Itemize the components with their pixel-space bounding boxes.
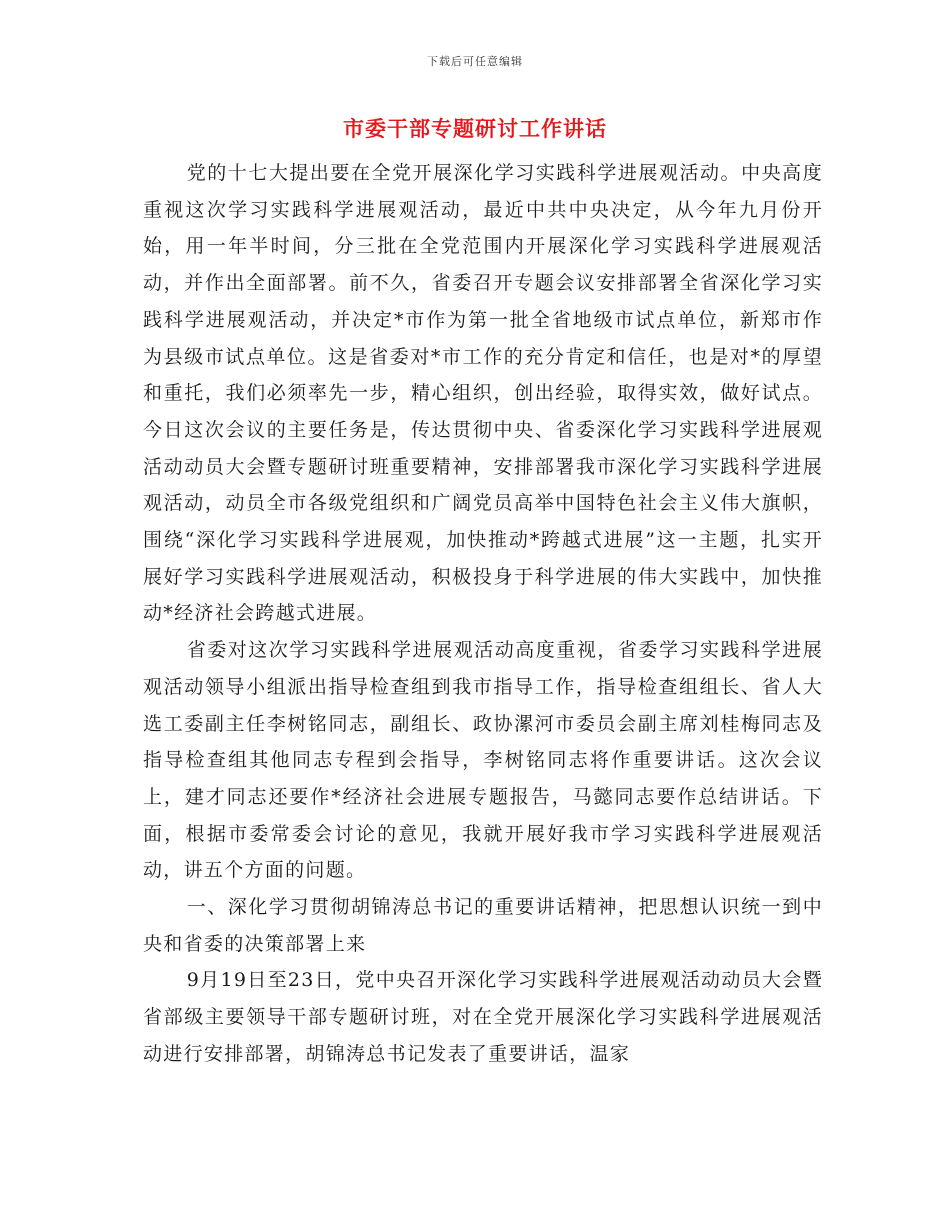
- section-heading: 一、深化学习贯彻胡锦涛总书记的重要讲话精神，把思想认识统一到中央和省委的决策部署上来: [143, 896, 823, 955]
- paragraph: 9月19日至23日，党中央召开深化学习实践科学进展观活动动员大会暨省部级主要领导干部专题研讨班，对在全党开展深化学习实践科学进展观活动进行安排部署，胡锦涛总书记发表了重要讲话，温家: [143, 969, 823, 1065]
- paragraph: 省委对这次学习实践科学进展观活动高度重视，省委学习实践科学进展观活动领导小组派出指导检查组到我市指导工作，指导检查组组长、省人大选工委副主任李树铭同志，副组长、政协漯河市委员会副主席刘桂梅同志及指导检查组其他同志专程到会指导，李树铭同志将作重要讲话。这次会议上，建才同志还要作*经济社会进展专题报告，马懿同志要作总结讲话。下面，根据市委常委会讨论的意见，我就开展好我市学习实践科学进展观活动，讲五个方面的问题。: [143, 639, 823, 882]
- document-title: 市委干部专题研讨工作讲话: [343, 117, 607, 141]
- paragraph: 党的十七大提出要在全党开展深化学习实践科学进展观活动。中央高度重视这次学习实践科学进展观活动，最近中共中央决定，从今年九月份开始，用一年半时间，分三批在全党范围内开展深化学习实践科学进展观活动，并作出全面部署。前不久，省委召开专题会议安排部署全省深化学习实践科学进展观活动，并决定*市作为第一批全省地级市试点单位，新郑市作为县级市试点单位。这是省委对*市工作的充分肯定和信任，也是对*的厚望和重托，我们必须率先一步，精心组织，创出经验，取得实效，做好试点。今日这次会议的主要任务是，传达贯彻中央、省委深化学习实践科学进展观活动动员大会暨专题研讨班重要精神，安排部署我市深化学习实践科学进展观活动，动员全市各级党组织和广阔党员高举中国特色社会主义伟大旗帜，围绕“深化学习实践科学进展观，加快推动*跨越式进展”这一主题，扎实开展好学习实践科学进展观活动，积极投身于科学进展的伟大实践中，加快推动*经济社会跨越式进展。: [143, 162, 823, 625]
- header-note: 下载后可任意编辑: [427, 55, 523, 68]
- document-body: [143, 155, 823, 1073]
